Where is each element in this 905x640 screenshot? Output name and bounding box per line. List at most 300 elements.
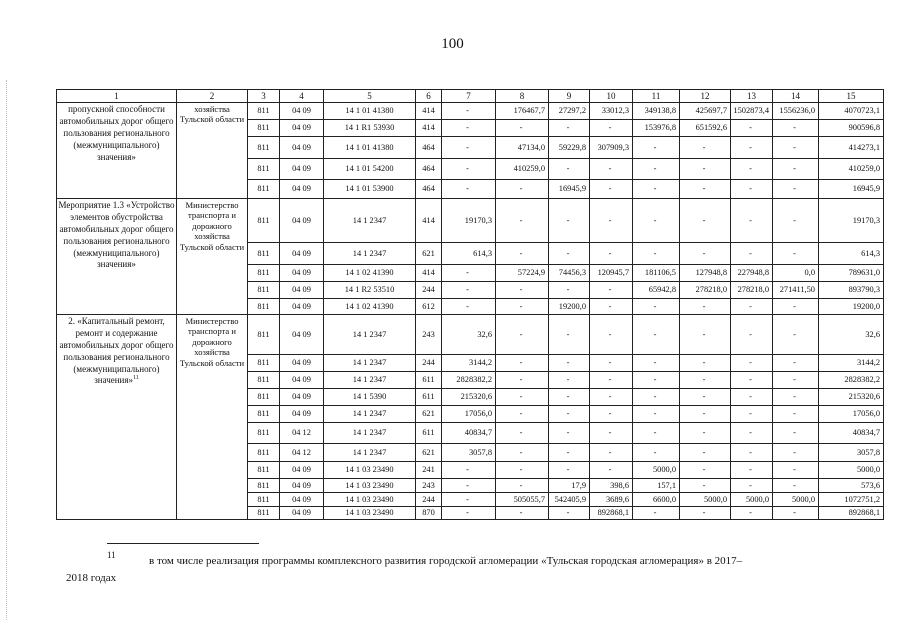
column-number-header: 15 xyxy=(819,90,884,103)
year-value-cell: 271411,50 xyxy=(773,282,819,299)
expense-type-cell: 621 xyxy=(416,243,442,265)
expense-type-cell: 244 xyxy=(416,282,442,299)
section-code-cell: 04 09 xyxy=(280,199,324,243)
year-value-cell: - xyxy=(680,180,731,199)
target-article-cell: 14 1 2347 xyxy=(324,243,416,265)
year-value-cell: - xyxy=(590,159,633,180)
year-value-cell: - xyxy=(773,389,819,406)
grbs-code-cell: 811 xyxy=(248,444,280,462)
year-value-cell: 651592,6 xyxy=(680,120,731,137)
year-value-cell: - xyxy=(773,355,819,372)
total-value-cell: 3144,2 xyxy=(819,355,884,372)
section-code-cell: 04 09 xyxy=(280,103,324,120)
total-value-cell: 4070723,1 xyxy=(819,103,884,120)
year-value-cell: 74456,3 xyxy=(549,265,590,282)
grbs-code-cell: 811 xyxy=(248,282,280,299)
total-value-cell: 573,6 xyxy=(819,479,884,493)
year-value-cell: - xyxy=(549,243,590,265)
table-row xyxy=(57,315,884,355)
target-article-cell: 14 1 2347 xyxy=(324,372,416,389)
year-value-cell: - xyxy=(590,243,633,265)
footnote-text-line1: в том числе реализация программы комплексного развития городской агломерации «Тульская городская агломерация» в 2017– xyxy=(149,555,743,567)
column-number-header: 2 xyxy=(177,90,248,103)
year-value-cell: 1502873,4 xyxy=(731,103,773,120)
expense-type-cell: 621 xyxy=(416,406,442,423)
section-code-cell: 04 09 xyxy=(280,479,324,493)
year-value-cell: - xyxy=(731,299,773,315)
year-value-cell: - xyxy=(731,389,773,406)
year-value-cell: - xyxy=(773,372,819,389)
grbs-code-cell: 811 xyxy=(248,507,280,520)
year-value-cell: - xyxy=(549,120,590,137)
year-value-cell: 278218,0 xyxy=(731,282,773,299)
year-value-cell: - xyxy=(680,137,731,159)
year-value-cell: 153976,8 xyxy=(633,120,680,137)
year-value-cell: - xyxy=(680,243,731,265)
year-value-cell: - xyxy=(496,315,549,355)
year-value-cell: - xyxy=(442,507,496,520)
year-value-cell: - xyxy=(549,315,590,355)
responsible-org-cell: Министерство транспорта и дорожного хозяйства Тульской области xyxy=(177,199,248,315)
expense-type-cell: 464 xyxy=(416,180,442,199)
year-value-cell: - xyxy=(549,159,590,180)
year-value-cell: - xyxy=(496,120,549,137)
measure-name-cell xyxy=(57,103,177,199)
total-value-cell: 3057,8 xyxy=(819,444,884,462)
year-value-cell: - xyxy=(773,444,819,462)
year-value-cell: - xyxy=(496,299,549,315)
grbs-code-cell: 811 xyxy=(248,406,280,423)
year-value-cell: 17,9 xyxy=(549,479,590,493)
target-article-cell: 14 1 2347 xyxy=(324,444,416,462)
year-value-cell: - xyxy=(549,372,590,389)
column-number-header: 6 xyxy=(416,90,442,103)
year-value-cell: 33012,3 xyxy=(590,103,633,120)
year-value-cell: 65942,8 xyxy=(633,282,680,299)
year-value-cell: 227948,8 xyxy=(731,265,773,282)
year-value-cell: - xyxy=(590,423,633,444)
year-value-cell: - xyxy=(496,507,549,520)
grbs-code-cell: 811 xyxy=(248,493,280,507)
year-value-cell: 349138,8 xyxy=(633,103,680,120)
section-code-cell: 04 09 xyxy=(280,372,324,389)
footnote-reference: 11 xyxy=(133,375,139,382)
year-value-cell: - xyxy=(549,423,590,444)
table-row xyxy=(57,199,884,243)
year-value-cell: - xyxy=(442,120,496,137)
year-value-cell: - xyxy=(773,479,819,493)
page-number: 100 xyxy=(441,36,464,52)
year-value-cell: - xyxy=(496,180,549,199)
year-value-cell: - xyxy=(590,180,633,199)
year-value-cell: - xyxy=(549,389,590,406)
year-value-cell: - xyxy=(590,282,633,299)
year-value-cell: - xyxy=(633,180,680,199)
column-number-header: 9 xyxy=(549,90,590,103)
year-value-cell: 1556236,0 xyxy=(773,103,819,120)
year-value-cell: - xyxy=(680,299,731,315)
year-value-cell: - xyxy=(590,406,633,423)
year-value-cell: - xyxy=(633,243,680,265)
year-value-cell: - xyxy=(731,137,773,159)
target-article-cell: 14 1 2347 xyxy=(324,406,416,423)
section-code-cell: 04 09 xyxy=(280,462,324,479)
year-value-cell: - xyxy=(773,120,819,137)
year-value-cell: 16945,9 xyxy=(549,180,590,199)
year-value-cell: - xyxy=(549,462,590,479)
year-value-cell: - xyxy=(590,372,633,389)
total-value-cell: 2828382,2 xyxy=(819,372,884,389)
target-article-cell: 14 1 01 41380 xyxy=(324,137,416,159)
year-value-cell: - xyxy=(633,315,680,355)
section-code-cell: 04 09 xyxy=(280,406,324,423)
year-value-cell: - xyxy=(496,389,549,406)
total-value-cell: 40834,7 xyxy=(819,423,884,444)
total-value-cell: 32,6 xyxy=(819,315,884,355)
year-value-cell: - xyxy=(680,159,731,180)
section-code-cell: 04 09 xyxy=(280,315,324,355)
table-body xyxy=(57,103,884,520)
year-value-cell: 157,1 xyxy=(633,479,680,493)
year-value-cell: - xyxy=(590,315,633,355)
grbs-code-cell: 811 xyxy=(248,389,280,406)
year-value-cell: - xyxy=(590,199,633,243)
target-article-cell: 14 1 2347 xyxy=(324,355,416,372)
total-value-cell: 789631,0 xyxy=(819,265,884,282)
year-value-cell: - xyxy=(442,282,496,299)
target-article-cell: 14 1 01 53900 xyxy=(324,180,416,199)
section-code-cell: 04 09 xyxy=(280,507,324,520)
year-value-cell: - xyxy=(731,462,773,479)
total-value-cell: 614,3 xyxy=(819,243,884,265)
budget-table xyxy=(56,89,884,520)
target-article-cell: 14 1 02 41390 xyxy=(324,299,416,315)
year-value-cell: - xyxy=(496,199,549,243)
year-value-cell: - xyxy=(633,372,680,389)
footnote-text-line2: 2018 годах xyxy=(66,572,117,585)
year-value-cell: - xyxy=(731,406,773,423)
total-value-cell: 16945,9 xyxy=(819,180,884,199)
year-value-cell: - xyxy=(731,199,773,243)
column-number-header: 12 xyxy=(680,90,731,103)
column-number-header: 13 xyxy=(731,90,773,103)
measure-name-cell xyxy=(57,315,177,520)
target-article-cell: 14 1 03 23490 xyxy=(324,507,416,520)
year-value-cell: - xyxy=(633,507,680,520)
grbs-code-cell: 811 xyxy=(248,180,280,199)
year-value-cell: - xyxy=(633,199,680,243)
year-value-cell: - xyxy=(773,137,819,159)
grbs-code-cell: 811 xyxy=(248,423,280,444)
section-code-cell: 04 09 xyxy=(280,282,324,299)
year-value-cell: - xyxy=(773,315,819,355)
total-value-cell: 19200,0 xyxy=(819,299,884,315)
year-value-cell: - xyxy=(442,265,496,282)
year-value-cell: - xyxy=(549,444,590,462)
expense-type-cell: 611 xyxy=(416,389,442,406)
year-value-cell: - xyxy=(680,372,731,389)
year-value-cell: 0,0 xyxy=(773,265,819,282)
year-value-cell: 542405,9 xyxy=(549,493,590,507)
year-value-cell: - xyxy=(731,479,773,493)
year-value-cell: - xyxy=(549,507,590,520)
grbs-code-cell: 811 xyxy=(248,462,280,479)
year-value-cell: 59229,8 xyxy=(549,137,590,159)
year-value-cell: 505055,7 xyxy=(496,493,549,507)
year-value-cell: - xyxy=(731,243,773,265)
year-value-cell: - xyxy=(633,159,680,180)
expense-type-cell: 414 xyxy=(416,265,442,282)
year-value-cell: - xyxy=(680,444,731,462)
year-value-cell: - xyxy=(680,479,731,493)
year-value-cell: - xyxy=(773,406,819,423)
margin-guide xyxy=(6,80,9,620)
year-value-cell: - xyxy=(731,507,773,520)
year-value-cell: 2828382,2 xyxy=(442,372,496,389)
section-code-cell: 04 09 xyxy=(280,299,324,315)
year-value-cell: - xyxy=(731,315,773,355)
year-value-cell: 127948,8 xyxy=(680,265,731,282)
year-value-cell: - xyxy=(680,315,731,355)
section-code-cell: 04 09 xyxy=(280,243,324,265)
target-article-cell: 14 1 03 23490 xyxy=(324,493,416,507)
year-value-cell: - xyxy=(590,120,633,137)
year-value-cell: - xyxy=(496,423,549,444)
column-number-header: 5 xyxy=(324,90,416,103)
expense-type-cell: 414 xyxy=(416,103,442,120)
year-value-cell: - xyxy=(442,462,496,479)
year-value-cell: - xyxy=(633,423,680,444)
section-code-cell: 04 09 xyxy=(280,180,324,199)
year-value-cell: - xyxy=(633,355,680,372)
total-value-cell: 19170,3 xyxy=(819,199,884,243)
expense-type-cell: 612 xyxy=(416,299,442,315)
grbs-code-cell: 811 xyxy=(248,265,280,282)
expense-type-cell: 621 xyxy=(416,444,442,462)
year-value-cell: - xyxy=(442,103,496,120)
year-value-cell: - xyxy=(590,389,633,406)
grbs-code-cell: 811 xyxy=(248,299,280,315)
section-code-cell: 04 09 xyxy=(280,389,324,406)
expense-type-cell: 243 xyxy=(416,315,442,355)
grbs-code-cell: 811 xyxy=(248,479,280,493)
year-value-cell: - xyxy=(731,159,773,180)
year-value-cell: - xyxy=(731,423,773,444)
year-value-cell: - xyxy=(773,462,819,479)
year-value-cell: - xyxy=(680,462,731,479)
year-value-cell: 215320,6 xyxy=(442,389,496,406)
year-value-cell: - xyxy=(773,180,819,199)
year-value-cell: - xyxy=(633,444,680,462)
year-value-cell: 398,6 xyxy=(590,479,633,493)
footnote-mark: 11 xyxy=(107,550,116,560)
year-value-cell: - xyxy=(731,120,773,137)
column-number-row xyxy=(57,90,884,103)
target-article-cell: 14 1 R1 53930 xyxy=(324,120,416,137)
year-value-cell: 57224,9 xyxy=(496,265,549,282)
target-article-cell: 14 1 03 23490 xyxy=(324,479,416,493)
grbs-code-cell: 811 xyxy=(248,315,280,355)
year-value-cell: - xyxy=(496,444,549,462)
total-value-cell: 893790,3 xyxy=(819,282,884,299)
year-value-cell: - xyxy=(633,389,680,406)
year-value-cell: 27297,2 xyxy=(549,103,590,120)
year-value-cell: - xyxy=(590,299,633,315)
year-value-cell: - xyxy=(590,355,633,372)
year-value-cell: - xyxy=(773,423,819,444)
total-value-cell: 1072751,2 xyxy=(819,493,884,507)
year-value-cell: 278218,0 xyxy=(680,282,731,299)
responsible-org-cell: Министерство транспорта и дорожного хозяйства Тульской области xyxy=(177,315,248,520)
total-value-cell: 5000,0 xyxy=(819,462,884,479)
measure-name: 2. «Капитальный ремонт, ремонт и содержание автомобильных дорог общего пользования регионального (межмуниципального) значения» xyxy=(59,316,174,386)
column-number-header: 3 xyxy=(248,90,280,103)
year-value-cell: 3144,2 xyxy=(442,355,496,372)
target-article-cell: 14 1 5390 xyxy=(324,389,416,406)
year-value-cell: - xyxy=(680,406,731,423)
year-value-cell: 176467,7 xyxy=(496,103,549,120)
target-article-cell: 14 1 R2 53510 xyxy=(324,282,416,299)
year-value-cell: - xyxy=(680,355,731,372)
grbs-code-cell: 811 xyxy=(248,199,280,243)
expense-type-cell: 611 xyxy=(416,423,442,444)
expense-type-cell: 464 xyxy=(416,159,442,180)
year-value-cell: - xyxy=(549,282,590,299)
year-value-cell: - xyxy=(773,507,819,520)
year-value-cell: - xyxy=(773,159,819,180)
year-value-cell: 425697,7 xyxy=(680,103,731,120)
footnote xyxy=(66,550,866,587)
section-code-cell: 04 09 xyxy=(280,355,324,372)
year-value-cell: - xyxy=(442,159,496,180)
year-value-cell: 47134,0 xyxy=(496,137,549,159)
year-value-cell: - xyxy=(496,462,549,479)
target-article-cell: 14 1 01 54200 xyxy=(324,159,416,180)
year-value-cell: - xyxy=(731,180,773,199)
column-number-header: 10 xyxy=(590,90,633,103)
expense-type-cell: 244 xyxy=(416,355,442,372)
year-value-cell: - xyxy=(590,444,633,462)
year-value-cell: - xyxy=(680,423,731,444)
column-number-header: 14 xyxy=(773,90,819,103)
year-value-cell: - xyxy=(731,355,773,372)
year-value-cell: - xyxy=(773,199,819,243)
year-value-cell: 5000,0 xyxy=(773,493,819,507)
section-code-cell: 04 12 xyxy=(280,444,324,462)
year-value-cell: - xyxy=(496,282,549,299)
responsible-org-cell: хозяйства Тульской области xyxy=(177,103,248,199)
grbs-code-cell: 811 xyxy=(248,159,280,180)
column-number-header: 8 xyxy=(496,90,549,103)
year-value-cell: - xyxy=(680,507,731,520)
total-value-cell: 410259,0 xyxy=(819,159,884,180)
year-value-cell: - xyxy=(496,406,549,423)
section-code-cell: 04 09 xyxy=(280,493,324,507)
year-value-cell: - xyxy=(773,243,819,265)
target-article-cell: 14 1 2347 xyxy=(324,423,416,444)
year-value-cell: 3689,6 xyxy=(590,493,633,507)
year-value-cell: 5000,0 xyxy=(731,493,773,507)
column-number-header: 1 xyxy=(57,90,177,103)
section-code-cell: 04 09 xyxy=(280,265,324,282)
year-value-cell: 40834,7 xyxy=(442,423,496,444)
year-value-cell: - xyxy=(680,199,731,243)
year-value-cell: - xyxy=(442,180,496,199)
grbs-code-cell: 811 xyxy=(248,243,280,265)
target-article-cell: 14 1 01 41380 xyxy=(324,103,416,120)
expense-type-cell: 611 xyxy=(416,372,442,389)
measure-name: Мероприятие 1.3 «Устройство элементов обустройства автомобильных дорог общего пользования регионального (межмуниципального) значения» xyxy=(58,200,175,270)
grbs-code-cell: 811 xyxy=(248,137,280,159)
year-value-cell: - xyxy=(442,493,496,507)
measure-name-cell xyxy=(57,199,177,315)
year-value-cell: - xyxy=(442,479,496,493)
table-row xyxy=(57,103,884,120)
year-value-cell: - xyxy=(633,137,680,159)
target-article-cell: 14 1 02 41390 xyxy=(324,265,416,282)
year-value-cell: - xyxy=(731,372,773,389)
year-value-cell: - xyxy=(496,355,549,372)
year-value-cell: - xyxy=(731,444,773,462)
year-value-cell: - xyxy=(590,462,633,479)
target-article-cell: 14 1 2347 xyxy=(324,315,416,355)
year-value-cell: 181106,5 xyxy=(633,265,680,282)
year-value-cell: 19170,3 xyxy=(442,199,496,243)
year-value-cell: 6600,0 xyxy=(633,493,680,507)
year-value-cell: - xyxy=(680,389,731,406)
year-value-cell: - xyxy=(633,406,680,423)
year-value-cell: 120945,7 xyxy=(590,265,633,282)
year-value-cell: - xyxy=(496,243,549,265)
section-code-cell: 04 09 xyxy=(280,159,324,180)
grbs-code-cell: 811 xyxy=(248,355,280,372)
year-value-cell: 3057,8 xyxy=(442,444,496,462)
expense-type-cell: 244 xyxy=(416,493,442,507)
year-value-cell: 17056,0 xyxy=(442,406,496,423)
target-article-cell: 14 1 03 23490 xyxy=(324,462,416,479)
year-value-cell: 614,3 xyxy=(442,243,496,265)
year-value-cell: - xyxy=(549,199,590,243)
grbs-code-cell: 811 xyxy=(248,372,280,389)
expense-type-cell: 414 xyxy=(416,199,442,243)
total-value-cell: 414273,1 xyxy=(819,137,884,159)
year-value-cell: - xyxy=(442,137,496,159)
year-value-cell: - xyxy=(496,372,549,389)
grbs-code-cell: 811 xyxy=(248,120,280,137)
target-article-cell: 14 1 2347 xyxy=(324,199,416,243)
column-number-header: 7 xyxy=(442,90,496,103)
measure-name: пропускной способности автомобильных дорог общего пользования регионального (межмуниципального) значения» xyxy=(59,104,174,162)
year-value-cell: - xyxy=(496,479,549,493)
total-value-cell: 900596,8 xyxy=(819,120,884,137)
section-code-cell: 04 12 xyxy=(280,423,324,444)
total-value-cell: 17056,0 xyxy=(819,406,884,423)
year-value-cell: - xyxy=(773,299,819,315)
column-number-header: 11 xyxy=(633,90,680,103)
year-value-cell: - xyxy=(633,299,680,315)
expense-type-cell: 414 xyxy=(416,120,442,137)
column-number-header: 4 xyxy=(280,90,324,103)
expense-type-cell: 243 xyxy=(416,479,442,493)
year-value-cell: 19200,0 xyxy=(549,299,590,315)
total-value-cell: 892868,1 xyxy=(819,507,884,520)
year-value-cell: - xyxy=(549,355,590,372)
footnote-divider xyxy=(107,543,259,544)
section-code-cell: 04 09 xyxy=(280,137,324,159)
year-value-cell: - xyxy=(442,299,496,315)
section-code-cell: 04 09 xyxy=(280,120,324,137)
year-value-cell: 5000,0 xyxy=(680,493,731,507)
